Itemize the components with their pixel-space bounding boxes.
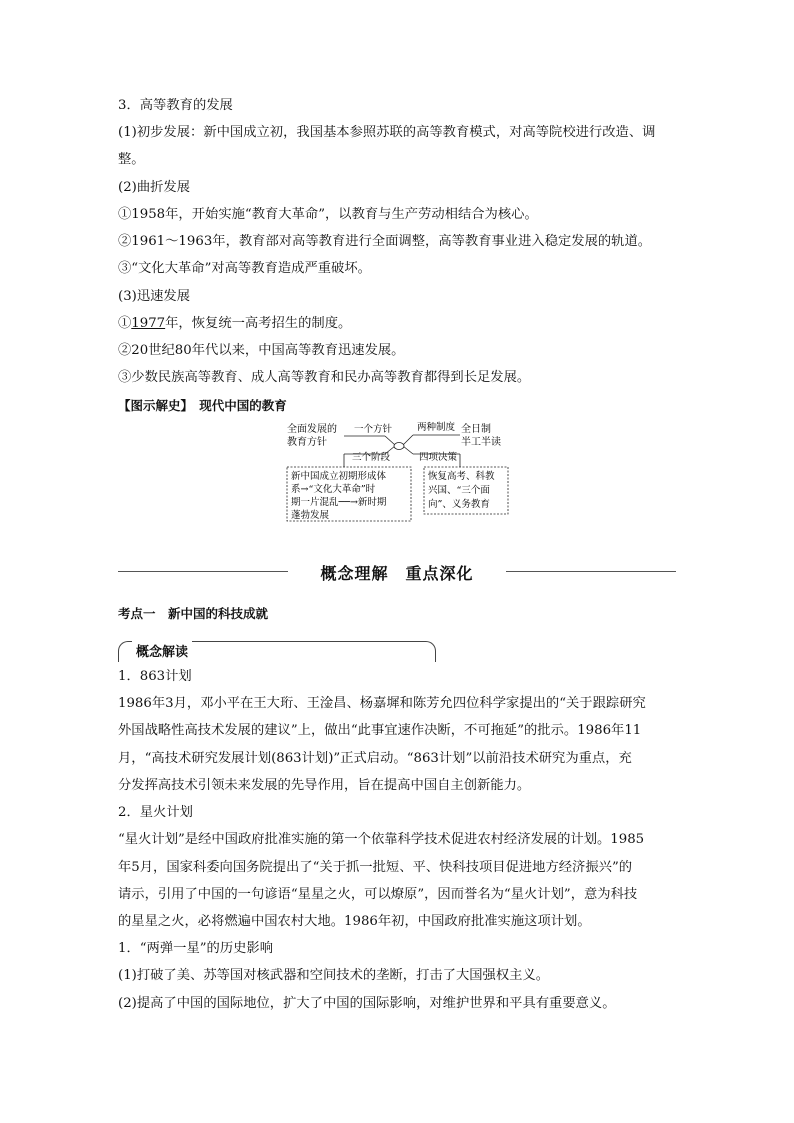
list-item: ③少数民族高等教育、成人高等教育和民办高等教育都得到长足发展。 bbox=[118, 370, 531, 385]
section-title: 概念理解 重点深化 bbox=[320, 564, 474, 583]
paragraph-line: 月，“高技术研究发展计划(863计划)”正式启动。“863计划”以前沿技术研究为重点，充 bbox=[118, 751, 632, 766]
diagram-right-top-1: 全日制 bbox=[461, 424, 491, 435]
list-item: ②1961～1963年，教育部对高等教育进行全面调整，高等教育事业进入稳定发展的轨道。 bbox=[118, 234, 652, 249]
paragraph-line: “星火计划”是经中国政府批准实施的第一个依靠科学技术促进农村经济发展的计划。1985 bbox=[118, 832, 645, 847]
paragraph-line: (1)初步发展：新中国成立初，我国基本参照苏联的高等教育模式，对高等院校进行改造、调 bbox=[118, 125, 656, 140]
list-item: ③“文化大革命”对高等教育造成严重破坏。 bbox=[118, 261, 371, 276]
list-item bbox=[118, 315, 351, 333]
list-prefix: ① bbox=[118, 316, 132, 331]
diagram-left-top-1: 全面发展的 bbox=[287, 424, 337, 435]
kaodian-heading: 考点一 新中国的科技成就 bbox=[118, 606, 269, 621]
box-right-line-3: 向”、义务教育 bbox=[428, 499, 490, 510]
branch-one-policy: 一个方针 bbox=[354, 424, 393, 435]
paragraph-line: 的星星之火，必将燃遍中国农村大地。1986年初，中国政府批准实施这项计划。 bbox=[118, 914, 591, 929]
divider-right bbox=[506, 571, 676, 572]
section-heading: 1．“两弹一星”的历史影响 bbox=[118, 941, 274, 956]
diagram-left-top-2: 教育方针 bbox=[287, 437, 327, 448]
subsection-title: (3)迅速发展 bbox=[118, 289, 191, 304]
branch-four-decisions: 四项决策 bbox=[419, 452, 458, 463]
box-left-line-2: 系→“文化大革命”时 bbox=[291, 484, 376, 495]
diagram-right-top-2: 半工半读 bbox=[461, 437, 501, 448]
list-text: 年，恢复统一高考招生的制度。 bbox=[165, 316, 352, 331]
section-heading: 3．高等教育的发展 bbox=[118, 98, 233, 113]
subsection-title: (2)曲折发展 bbox=[118, 180, 191, 195]
section-heading: 2．星火计划 bbox=[118, 805, 193, 820]
paragraph-line: 整。 bbox=[118, 152, 145, 167]
education-diagram bbox=[280, 418, 516, 522]
list-item: (2)提高了中国的国际地位，扩大了中国的国际影响，对维护世界和平具有重要意义。 bbox=[118, 996, 616, 1011]
branch-three-stages: 三个阶段 bbox=[352, 452, 391, 463]
box-left-line-4: 蓬勃发展 bbox=[291, 510, 330, 521]
paragraph-line: 年5月，国家科委向国务院提出了“关于抓一批短、平、快科技项目促进地方经济振兴”的 bbox=[118, 860, 633, 875]
paragraph-line: 分发挥高技术引领未来发展的先导作用，旨在提高中国自主创新能力。 bbox=[118, 778, 531, 793]
divider-left bbox=[118, 571, 288, 572]
section-heading: 1．863计划 bbox=[118, 669, 192, 684]
box-right-line-2: 兴国、“三个面 bbox=[428, 485, 490, 496]
underlined-year: 1977 bbox=[131, 316, 166, 331]
list-item: ①1958年，开始实施“教育大革命”，以教育与生产劳动相结合为核心。 bbox=[118, 207, 538, 222]
diagram-label: 【图示解史】 现代中国的教育 bbox=[118, 398, 287, 413]
box-left-line-1: 新中国成立初期形成体 bbox=[291, 471, 387, 482]
branch-two-systems: 两种制度 bbox=[417, 422, 456, 433]
box-left-line-3: 期一片混乱──→新时期 bbox=[291, 497, 387, 508]
list-item: (1)打破了美、苏等国对核武器和空间技术的垄断，打击了大国强权主义。 bbox=[118, 968, 550, 983]
box-right-line-1: 恢复高考、科教 bbox=[428, 471, 495, 482]
list-item: ②20世纪80年代以来，中国高等教育迅速发展。 bbox=[118, 343, 405, 358]
paragraph-line: 请示，引用了中国的一句谚语“星星之火，可以燎原”，因而誉名为“星火计划”，意为科技 bbox=[118, 887, 638, 902]
paragraph-line: 外国战略性高技术发展的建议”上，做出“此事宜速作决断，不可拖延”的批示。1986年11 bbox=[118, 723, 642, 738]
paragraph-line: 1986年3月，邓小平在王大珩、王淦昌、杨嘉墀和陈芳允四位科学家提出的“关于跟踪研究 bbox=[118, 696, 646, 711]
concept-label: 概念解读 bbox=[132, 641, 192, 660]
